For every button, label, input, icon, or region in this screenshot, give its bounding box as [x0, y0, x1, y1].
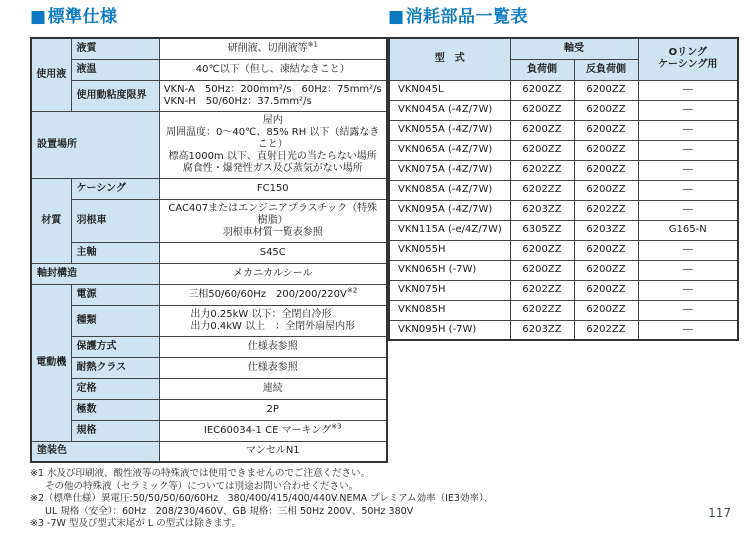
- table-row: [31, 59, 387, 80]
- spec-value-liquid-temp: 40℃以下（但し、凍結なきこと）: [159, 59, 387, 80]
- bearing-load: 6202ZZ: [510, 160, 574, 180]
- spec-label-heat-class: 耐熱クラス: [71, 357, 159, 378]
- spec-label-protection: 保護方式: [71, 336, 159, 357]
- bearing-anti: 6202ZZ: [574, 200, 638, 220]
- bearing-anti: 6200ZZ: [574, 180, 638, 200]
- footnote-ref-1: ※1: [307, 40, 318, 49]
- col-header-anti-load-side: 反負荷側: [574, 59, 638, 80]
- oring-value: ―: [638, 320, 738, 340]
- bearing-load: 6200ZZ: [510, 140, 574, 160]
- table-row: [31, 399, 387, 420]
- oring-value: ―: [638, 120, 738, 140]
- table-row: [31, 80, 387, 111]
- oring-value: ―: [638, 100, 738, 120]
- oring-value: ―: [638, 200, 738, 220]
- part-model: VKN065H (-7W): [389, 260, 510, 280]
- table-row: [31, 336, 387, 357]
- table-row: [31, 378, 387, 399]
- bearing-load: 6200ZZ: [510, 260, 574, 280]
- table-row: [389, 320, 738, 340]
- bearing-anti: 6200ZZ: [574, 160, 638, 180]
- oring-value: ―: [638, 300, 738, 320]
- table-header-row: [389, 38, 738, 59]
- bearing-load: 6200ZZ: [510, 80, 574, 100]
- oring-value: ―: [638, 160, 738, 180]
- col-header-model: 型 式: [389, 38, 510, 80]
- table-row: [31, 242, 387, 263]
- bearing-load: 6200ZZ: [510, 240, 574, 260]
- table-row: [389, 80, 738, 100]
- bearing-anti: 6200ZZ: [574, 120, 638, 140]
- spec-value-installation-site: 屋内 周囲温度：0～40℃、85% RH 以下（結露なきこと） 標高1000m 以下、直射日光の当たらない場所 腐食性・爆発性ガス及び蒸気がない場所: [159, 111, 387, 178]
- table-row: [31, 111, 387, 178]
- spec-value-rating: 連続: [159, 378, 387, 399]
- section-marker-icon: ■: [388, 7, 405, 27]
- table-row: [31, 305, 387, 336]
- bearing-anti: 6200ZZ: [574, 240, 638, 260]
- part-model: VKN085H: [389, 300, 510, 320]
- spec-label-standard: 規格: [71, 420, 159, 441]
- part-model: VKN065A (-4Z/7W): [389, 140, 510, 160]
- footnote-1-line2: その他の特殊液（セラミック等）については別途お問い合わせください。: [45, 480, 359, 492]
- part-model: VKN085A (-4Z/7W): [389, 180, 510, 200]
- part-model: VKN055A (-4Z/7W): [389, 120, 510, 140]
- table-row: [389, 260, 738, 280]
- col-header-oring: Oリング ケーシング用: [638, 38, 738, 80]
- consumable-parts-table: [388, 37, 739, 341]
- spec-value-shaft-seal: メカニカルシール: [159, 263, 387, 284]
- spec-label-power-supply: 電源: [71, 284, 159, 305]
- spec-value-viscosity-limit: VKN-A 50Hz：200mm²/s 60Hz：75mm²/s VKN-H 50/60Hz：37.5mm²/s: [159, 80, 387, 111]
- spec-label-shaft-seal: 軸封構造: [31, 263, 159, 284]
- spec-group-material: 材質: [31, 178, 71, 263]
- consumable-parts-title-text: 消耗部品一覧表: [405, 7, 529, 27]
- table-row: [389, 160, 738, 180]
- oring-value: G165-N: [638, 220, 738, 240]
- bearing-anti: 6202ZZ: [574, 320, 638, 340]
- spec-value-heat-class: 仕様表参照: [159, 357, 387, 378]
- bearing-load: 6202ZZ: [510, 180, 574, 200]
- footnote-2-line2: UL 規格（安全）：60Hz 208/230/460V、GB 規格：三相 50Hz 200V、50Hz 380V: [45, 505, 414, 517]
- spec-value-impeller: CAC407またはエンジニアプラスチック（特殊樹脂） 羽根車材質一覧表参照: [159, 199, 387, 242]
- table-row: [31, 38, 387, 59]
- bearing-load: 6305ZZ: [510, 220, 574, 240]
- table-row: [31, 199, 387, 242]
- consumable-parts-section: [388, 6, 737, 341]
- footnote-ref-2: ※2: [346, 286, 358, 295]
- spec-value-main-shaft: S45C: [159, 242, 387, 263]
- spec-group-usage-liquid: 使用液: [31, 38, 71, 111]
- table-row: [31, 420, 387, 441]
- standard-spec-table: [30, 37, 388, 463]
- oring-value: ―: [638, 80, 738, 100]
- col-header-bearing: 軸受: [510, 38, 638, 59]
- table-row: [31, 284, 387, 305]
- consumable-parts-title: [388, 6, 737, 28]
- table-row: [31, 357, 387, 378]
- spec-label-rating: 定格: [71, 378, 159, 399]
- spec-group-motor: 電動機: [31, 284, 71, 441]
- bearing-anti: 6200ZZ: [574, 80, 638, 100]
- bearing-load: 6203ZZ: [510, 200, 574, 220]
- spec-value-casing: FC150: [159, 178, 387, 199]
- footnotes: [30, 468, 512, 531]
- part-model: VKN055H: [389, 240, 510, 260]
- spec-label-impeller: 羽根車: [71, 199, 159, 242]
- oring-value: ―: [638, 280, 738, 300]
- bearing-anti: 6203ZZ: [574, 220, 638, 240]
- bearing-anti: 6200ZZ: [574, 100, 638, 120]
- spec-value-paint-color: マンセルN1: [159, 441, 387, 462]
- bearing-load: 6202ZZ: [510, 280, 574, 300]
- spec-label-installation-site: 設置場所: [31, 111, 159, 178]
- part-model: VKN075H: [389, 280, 510, 300]
- bearing-anti: 6200ZZ: [574, 140, 638, 160]
- spec-value-poles: 2P: [159, 399, 387, 420]
- part-model: VKN075A (-4Z/7W): [389, 160, 510, 180]
- page-number: 117: [708, 506, 731, 520]
- bearing-anti: 6200ZZ: [574, 260, 638, 280]
- table-row: [389, 180, 738, 200]
- bearing-anti: 6200ZZ: [574, 300, 638, 320]
- oring-value: ―: [638, 180, 738, 200]
- table-row: [31, 178, 387, 199]
- bearing-load: 6202ZZ: [510, 300, 574, 320]
- bearing-anti: 6200ZZ: [574, 280, 638, 300]
- spec-value-standard: IEC60034-1 CE マーキング$^{※3}$: [159, 420, 387, 441]
- spec-value-motor-type: 出力0.25kW 以下：全閉自冷形 出力0.4kW 以上 ：全閉外扇屋内形: [159, 305, 387, 336]
- spec-label-liquid-temp: 液温: [71, 59, 159, 80]
- spec-label-paint-color: 塗装色: [31, 441, 159, 462]
- col-header-load-side: 負荷側: [510, 59, 574, 80]
- table-row: [389, 300, 738, 320]
- table-row: [389, 220, 738, 240]
- table-row: [389, 100, 738, 120]
- section-marker-icon: ■: [30, 7, 47, 27]
- oring-value: ―: [638, 260, 738, 280]
- part-model: VKN045A (-4Z/7W): [389, 100, 510, 120]
- part-model: VKN045L: [389, 80, 510, 100]
- spec-value-protection: 仕様表参照: [159, 336, 387, 357]
- table-row: [31, 263, 387, 284]
- spec-label-main-shaft: 主軸: [71, 242, 159, 263]
- part-model: VKN095H (-7W): [389, 320, 510, 340]
- spec-label-viscosity-limit: 使用動粘度限界: [71, 80, 159, 111]
- footnote-2-line1: ※2（標準仕様）異電圧:50/50/50/60/60Hz 380/400/415/400/440V.NEMA プレミアム効率（IE3効率）、: [30, 493, 494, 504]
- part-model: VKN115A (-e/4Z/7W): [389, 220, 510, 240]
- spec-value-liquid-quality: 研削液、切削液等$^{※1}$: [159, 38, 387, 59]
- table-row: [389, 140, 738, 160]
- standard-spec-title-text: 標準仕様: [47, 7, 118, 27]
- table-row: [389, 280, 738, 300]
- footnote-1-line1: ※1 水及び印刷液、酸性液等の特殊液では使用できませんのでご注意ください。: [30, 468, 371, 479]
- table-row: [389, 120, 738, 140]
- spec-label-casing: ケーシング: [71, 178, 159, 199]
- table-row: [389, 200, 738, 220]
- bearing-load: 6200ZZ: [510, 100, 574, 120]
- standard-spec-title: [30, 6, 386, 28]
- footnote-ref-3: ※3: [331, 422, 342, 431]
- footnote-3-line1: ※3 -7W 型及び型式末尾が L の型式は除きます。: [30, 518, 241, 529]
- bearing-load: 6200ZZ: [510, 120, 574, 140]
- spec-label-liquid-quality: 液質: [71, 38, 159, 59]
- part-model: VKN095A (-4Z/7W): [389, 200, 510, 220]
- oring-value: ―: [638, 140, 738, 160]
- bearing-load: 6203ZZ: [510, 320, 574, 340]
- spec-value-power-supply: 三相50/60/60Hz $200/200/220V^{※2}$: [159, 284, 387, 305]
- table-row: [31, 441, 387, 462]
- oring-value: ―: [638, 240, 738, 260]
- spec-label-poles: 極数: [71, 399, 159, 420]
- table-row: [389, 240, 738, 260]
- spec-label-motor-type: 種類: [71, 305, 159, 336]
